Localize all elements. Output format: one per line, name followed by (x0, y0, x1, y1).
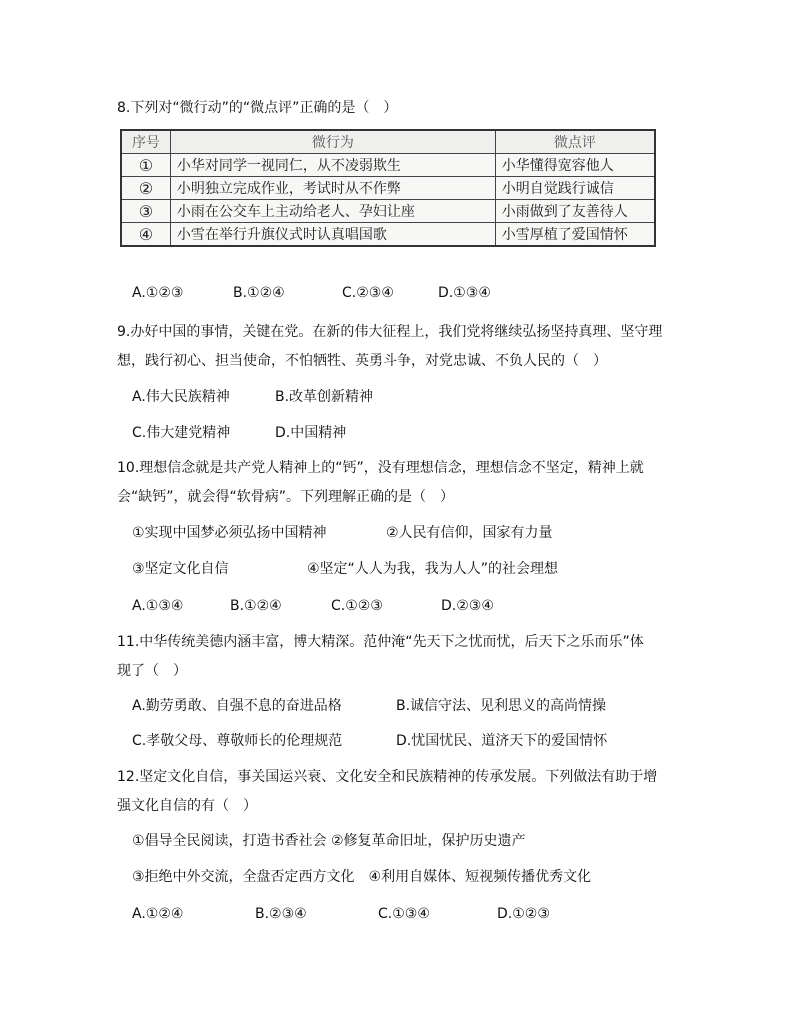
q8-option-b[interactable]: B.①②④ (233, 285, 285, 301)
q8-table-header-row (121, 130, 655, 154)
q8-stem: 8.下列对“微行动”的“微点评”正确的是（ ） (117, 100, 398, 116)
table-row (121, 177, 655, 200)
row-comment: 小华懂得宽容他人 (495, 154, 655, 177)
table-row (121, 200, 655, 223)
row-index: ④ (121, 223, 170, 247)
q11-option-b[interactable]: B.诚信守法、见利思义的高尚情操 (396, 698, 607, 714)
q9-option-b[interactable]: B.改革创新精神 (275, 389, 374, 405)
q10-stem-line2: 会“缺钙”，就会得“软骨病”。下列理解正确的是（ ） (117, 489, 455, 505)
q11-stem-line1: 11.中华传统美德内涵丰富，博大精深。范仲淹“先天下之忧而忧，后天下之乐而乐”体 (117, 634, 644, 650)
q9-option-c[interactable]: C.伟大建党精神 (132, 425, 231, 441)
q10-stem-line1: 10.理想信念就是共产党人精神上的“钙”，没有理想信念，理想信念不坚定，精神上就 (117, 460, 644, 476)
q11-option-d[interactable]: D.忧国忧民、道济天下的爱国情怀 (396, 733, 608, 749)
q8-header-behavior: 微行为 (170, 130, 495, 154)
row-comment: 小雪厚植了爱国情怀 (495, 223, 655, 247)
q8-header-index: 序号 (121, 130, 170, 154)
q10-option-b[interactable]: B.①②④ (230, 598, 282, 614)
q11-option-a[interactable]: A.勤劳勇敢、自强不息的奋进品格 (132, 698, 342, 714)
q10-option-c[interactable]: C.①②③ (331, 598, 383, 614)
row-behavior: 小雪在举行升旗仪式时认真唱国歌 (170, 223, 495, 247)
row-behavior: 小华对同学一视同仁，从不凌弱欺生 (170, 154, 495, 177)
q10-statement-1: ①实现中国梦必须弘扬中国精神 (132, 525, 327, 541)
row-comment: 小雨做到了友善待人 (495, 200, 655, 223)
q9-stem-line1: 9.办好中国的事情，关键在党。在新的伟大征程上，我们党将继续弘扬坚持真理、坚守理 (117, 324, 663, 340)
row-behavior: 小明独立完成作业，考试时从不作弊 (170, 177, 495, 200)
q10-statement-2: ②人民有信仰，国家有力量 (386, 525, 553, 541)
q8-table (120, 129, 656, 247)
row-index: ② (121, 177, 170, 200)
q10-statement-4: ④坚定“人人为我，我为人人”的社会理想 (307, 561, 559, 577)
q11-option-c[interactable]: C.孝敬父母、尊敬师长的伦理规范 (132, 733, 343, 749)
q12-stem-line1: 12.坚定文化自信，事关国运兴衰、文化安全和民族精神的传承发展。下列做法有助于增 (117, 769, 658, 785)
q10-option-a[interactable]: A.①③④ (132, 598, 184, 614)
table-row (121, 154, 655, 177)
q9-option-d[interactable]: D.中国精神 (275, 425, 347, 441)
row-index: ① (121, 154, 170, 177)
q12-option-c[interactable]: C.①③④ (378, 906, 430, 922)
q12-option-b[interactable]: B.②③④ (255, 906, 307, 922)
q8-option-c[interactable]: C.②③④ (342, 285, 394, 301)
q9-stem-line2: 想，践行初心、担当使命，不怕牺牲、英勇斗争，对党忠诚、不负人民的（ ） (117, 353, 607, 369)
q12-stem-line2: 强文化自信的有（ ） (117, 798, 257, 814)
row-comment: 小明自觉践行诚信 (495, 177, 655, 200)
q8-header-comment: 微点评 (495, 130, 655, 154)
row-index: ③ (121, 200, 170, 223)
q9-option-a[interactable]: A.伟大民族精神 (132, 389, 230, 405)
q12-option-d[interactable]: D.①②③ (497, 906, 550, 922)
q8-option-d[interactable]: D.①③④ (438, 285, 491, 301)
q11-stem-line2: 现了（ ） (117, 663, 187, 679)
table-row (121, 223, 655, 247)
q12-statements-line2: ③拒绝中外交流，全盘否定西方文化 ④利用自媒体、短视频传播优秀文化 (132, 869, 592, 885)
row-behavior: 小雨在公交车上主动给老人、孕妇让座 (170, 200, 495, 223)
q12-statements-line1: ①倡导全民阅读，打造书香社会 ②修复革命旧址，保护历史遗产 (132, 833, 526, 849)
q12-option-a[interactable]: A.①②④ (132, 906, 184, 922)
q10-option-d[interactable]: D.②③④ (441, 598, 494, 614)
q10-statement-3: ③坚定文化自信 (132, 561, 229, 577)
q8-option-a[interactable]: A.①②③ (132, 285, 184, 301)
